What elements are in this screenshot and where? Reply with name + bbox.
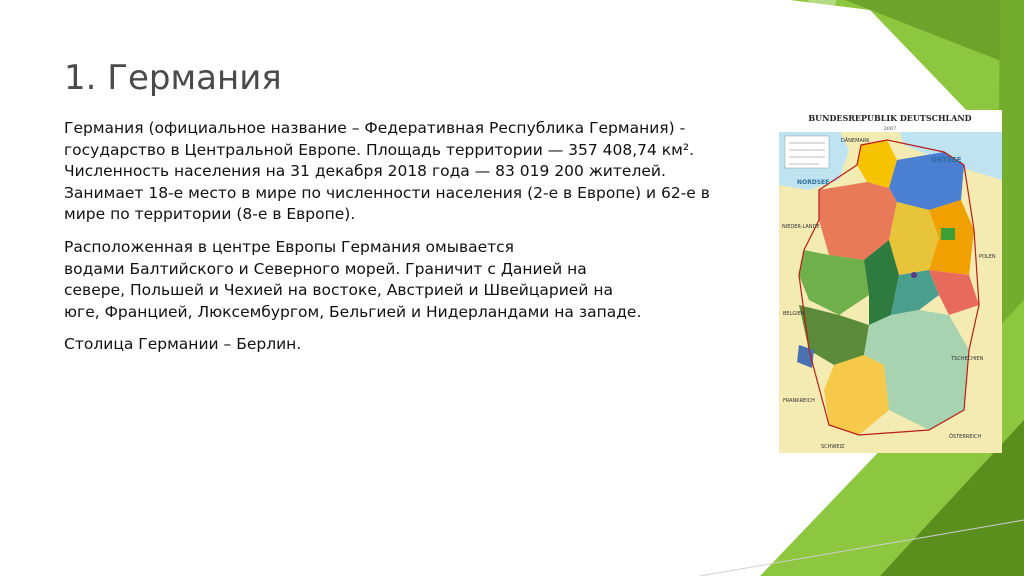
paragraph-geography [64, 237, 774, 323]
state-berlin [941, 228, 955, 240]
text-line: Столица Германии – Берлин. [64, 335, 302, 354]
text-line: Численность населения на 31 декабря 2018 года — 83 019 200 жителей. [64, 162, 666, 181]
text-line: водами Балтийского и Северного морей. Граничит с Данией на [64, 259, 587, 278]
paragraph-intro [64, 118, 774, 226]
arrow-bullet [808, 0, 836, 40]
state-marker [911, 272, 917, 278]
text-line: мире по территории (8-е в Европе). [64, 205, 356, 224]
map-legend [785, 136, 829, 168]
label-niederlande: NIEDER-LANDE [782, 224, 820, 230]
map-title: BUNDESREPUBLIK DEUTSCHLAND [808, 113, 972, 123]
label-schweiz: SCHWEIZ [821, 444, 845, 450]
label-frankreich: FRANKREICH [783, 398, 815, 404]
label-ostsee: OSTSEE [931, 156, 962, 164]
germany-map-image [779, 110, 1002, 453]
text-line: Занимает 18-е место в мире по численности населения (2-е в Европе) и 62-е в [64, 183, 710, 202]
text-line: Расположенная в центре Европы Германия омывается [64, 237, 514, 256]
paragraph-capital [64, 334, 774, 356]
slide-body [64, 118, 774, 367]
germany-map [779, 110, 1002, 453]
text-line: государство в Центральной Европе. Площадь территории — 357 408,74 км². [64, 140, 694, 159]
text-line: севере, Польшей и Чехией на востоке, Австрией и Швейцарией на [64, 281, 613, 300]
label-polen: POLEN [979, 254, 996, 260]
text-line: юге, Францией, Люксембургом, Бельгией и Нидерландами на западе. [64, 302, 642, 321]
label-oesterreich: ÖSTERREICH [949, 434, 982, 440]
map-year: 2007 [883, 126, 897, 132]
slide-title: 1. Германия [64, 58, 282, 98]
label-nordsee: NORDSEE [797, 179, 830, 186]
label-belgien: BELGIEN [783, 311, 805, 317]
text-line: Германия (официальное название – Федеративная Республика Германия) - [64, 119, 686, 137]
label-tschechien: TSCHECHIEN [951, 356, 984, 362]
label-daenemark: DÄNEMARK [841, 138, 870, 144]
